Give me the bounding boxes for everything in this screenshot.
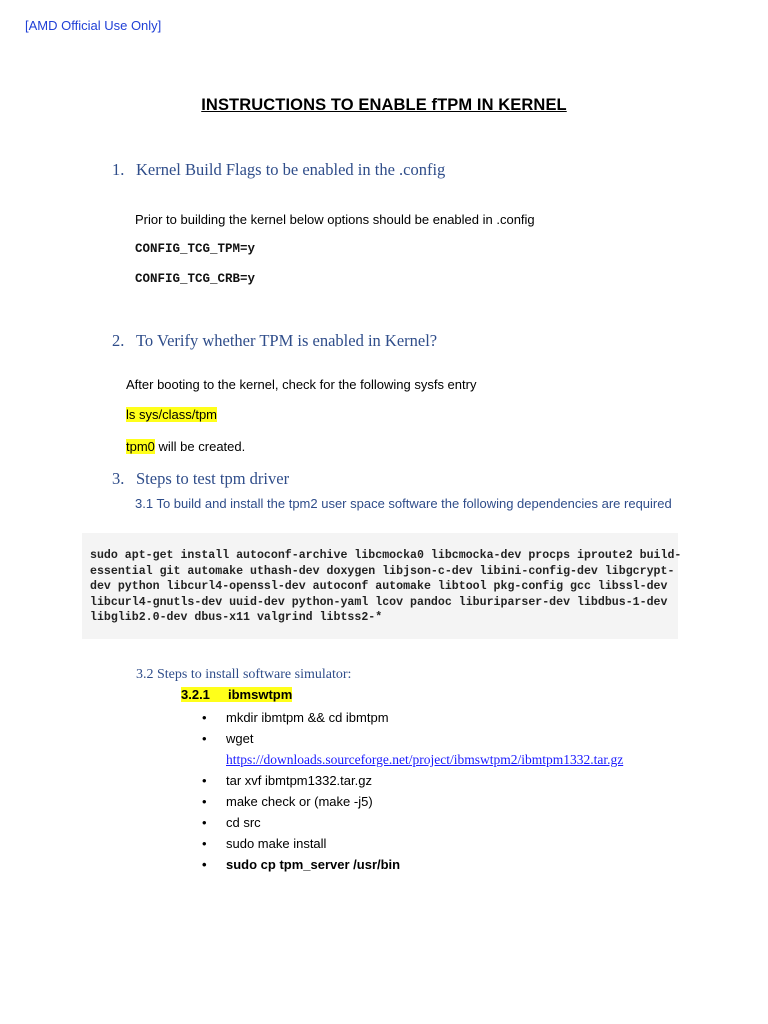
list-item: [202, 728, 623, 770]
subsection-3-2-1: [181, 687, 292, 702]
section-1-heading: [112, 160, 445, 180]
section-2-heading: [112, 331, 437, 351]
sysfs-command: [126, 407, 217, 422]
section-1-number: 1.: [112, 160, 125, 179]
section-2-title: To Verify whether TPM is enabled in Kernel?: [136, 331, 438, 350]
subsection-3-2-1-spacer: [210, 687, 228, 702]
section-3-number: 3.: [112, 469, 125, 488]
subsection-3-2: 3.2 Steps to install software simulator:: [136, 667, 352, 682]
section-1-intro: Prior to building the kernel below options should be enabled in .config: [135, 212, 535, 227]
section-3-title: Steps to test tpm driver: [136, 469, 290, 488]
config-option-tpm: CONFIG_TCG_TPM=y: [135, 242, 256, 256]
install-steps-list: [202, 707, 623, 875]
bullet-icon: •: [202, 857, 207, 872]
bullet-icon: •: [202, 710, 207, 725]
subsection-3-1: 3.1 To build and install the tpm2 user space software the following dependencies are required: [135, 496, 672, 511]
bullet-icon: •: [202, 794, 207, 809]
bullet-icon: •: [202, 836, 207, 851]
subsection-3-2-1-title: ibmswtpm: [227, 687, 293, 702]
config-option-crb: CONFIG_TCG_CRB=y: [135, 272, 256, 286]
step-text: cd src: [226, 815, 261, 830]
step-text: tar xvf ibmtpm1332.tar.gz: [226, 773, 372, 788]
section-3-heading: [112, 469, 289, 489]
bullet-icon: •: [202, 773, 207, 788]
tpm0-highlight: tpm0: [126, 439, 155, 454]
ibmtpm-download-link[interactable]: https://downloads.sourceforge.net/project/ibmswtpm2/ibmtpm1332.tar.gz: [226, 752, 624, 767]
tpm0-result: [126, 439, 245, 454]
list-item: [202, 770, 623, 791]
subsection-3-2-1-number: 3.2.1: [181, 687, 210, 702]
step-text: mkdir ibmtpm && cd ibmtpm: [226, 710, 389, 725]
list-item: [202, 707, 623, 728]
step-text: wget: [226, 731, 254, 746]
classification-label: [AMD Official Use Only]: [25, 18, 162, 33]
bullet-icon: •: [202, 815, 207, 830]
list-item: [202, 854, 623, 875]
bullet-icon: •: [202, 731, 207, 746]
section-2-intro: After booting to the kernel, check for the following sysfs entry: [126, 377, 477, 392]
step-text: make check or (make -j5): [226, 794, 373, 809]
step-text: sudo cp tpm_server /usr/bin: [226, 857, 401, 872]
document-title: INSTRUCTIONS TO ENABLE fTPM IN KERNEL: [201, 96, 567, 114]
section-1-title: Kernel Build Flags to be enabled in the .config: [136, 160, 446, 179]
tpm0-result-text: will be created.: [154, 439, 246, 454]
list-item: [202, 791, 623, 812]
dependency-install-command: sudo apt-get install autoconf-archive libcmocka0 libcmocka-dev procps iproute2 build- essential git automake uthash-dev doxygen libjson-c-dev libini-config-dev libgcrypt- dev python libcurl4-openssl-dev autoconf automake libtool pkg-config gcc libssl-dev libcurl4-gnutls-dev uuid-dev python-yaml lcov pandoc liburiparser-dev libdbus-1-dev libglib2.0-dev dbus-x11 valgrind libtss2-*: [90, 549, 682, 624]
step-text: sudo make install: [226, 836, 327, 851]
list-item: [202, 812, 623, 833]
list-item: [202, 833, 623, 854]
section-2-number: 2.: [112, 331, 125, 350]
sysfs-command-text: ls sys/class/tpm: [126, 407, 218, 422]
